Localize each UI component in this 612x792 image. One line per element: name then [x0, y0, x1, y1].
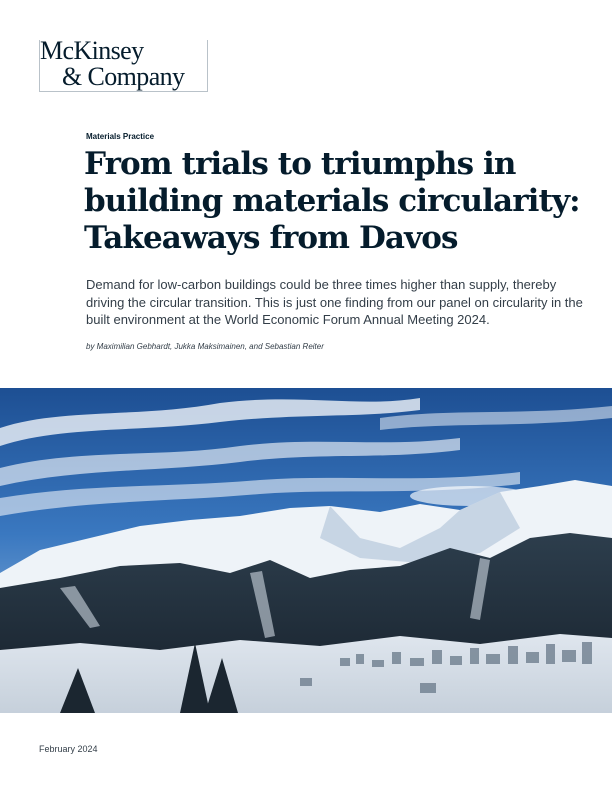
practice-label: Materials Practice	[86, 132, 155, 141]
title-line: From trials to triumphs in	[84, 146, 516, 182]
author-byline: by Maximilian Gebhardt, Jukka Maksimainen, and Sebastian Reiter	[86, 342, 324, 351]
logo-line-2: & Company	[62, 62, 185, 91]
davos-mountain-photo	[0, 388, 612, 713]
valley-town	[0, 634, 612, 713]
article-title	[84, 146, 604, 257]
title-line: building materials circularity:	[84, 183, 580, 219]
article-subtitle: Demand for low-carbon buildings could be three times higher than supply, thereby driving the circular transition. This is just one finding from our panel on circularity in the built environment at the World Economic Forum Annual Meeting 2024.	[86, 277, 583, 327]
mckinsey-logo	[39, 36, 208, 92]
logo-line-1: McKinsey	[40, 36, 144, 65]
title-line: Takeaways from Davos	[84, 220, 458, 256]
publication-date: February 2024	[39, 744, 98, 754]
